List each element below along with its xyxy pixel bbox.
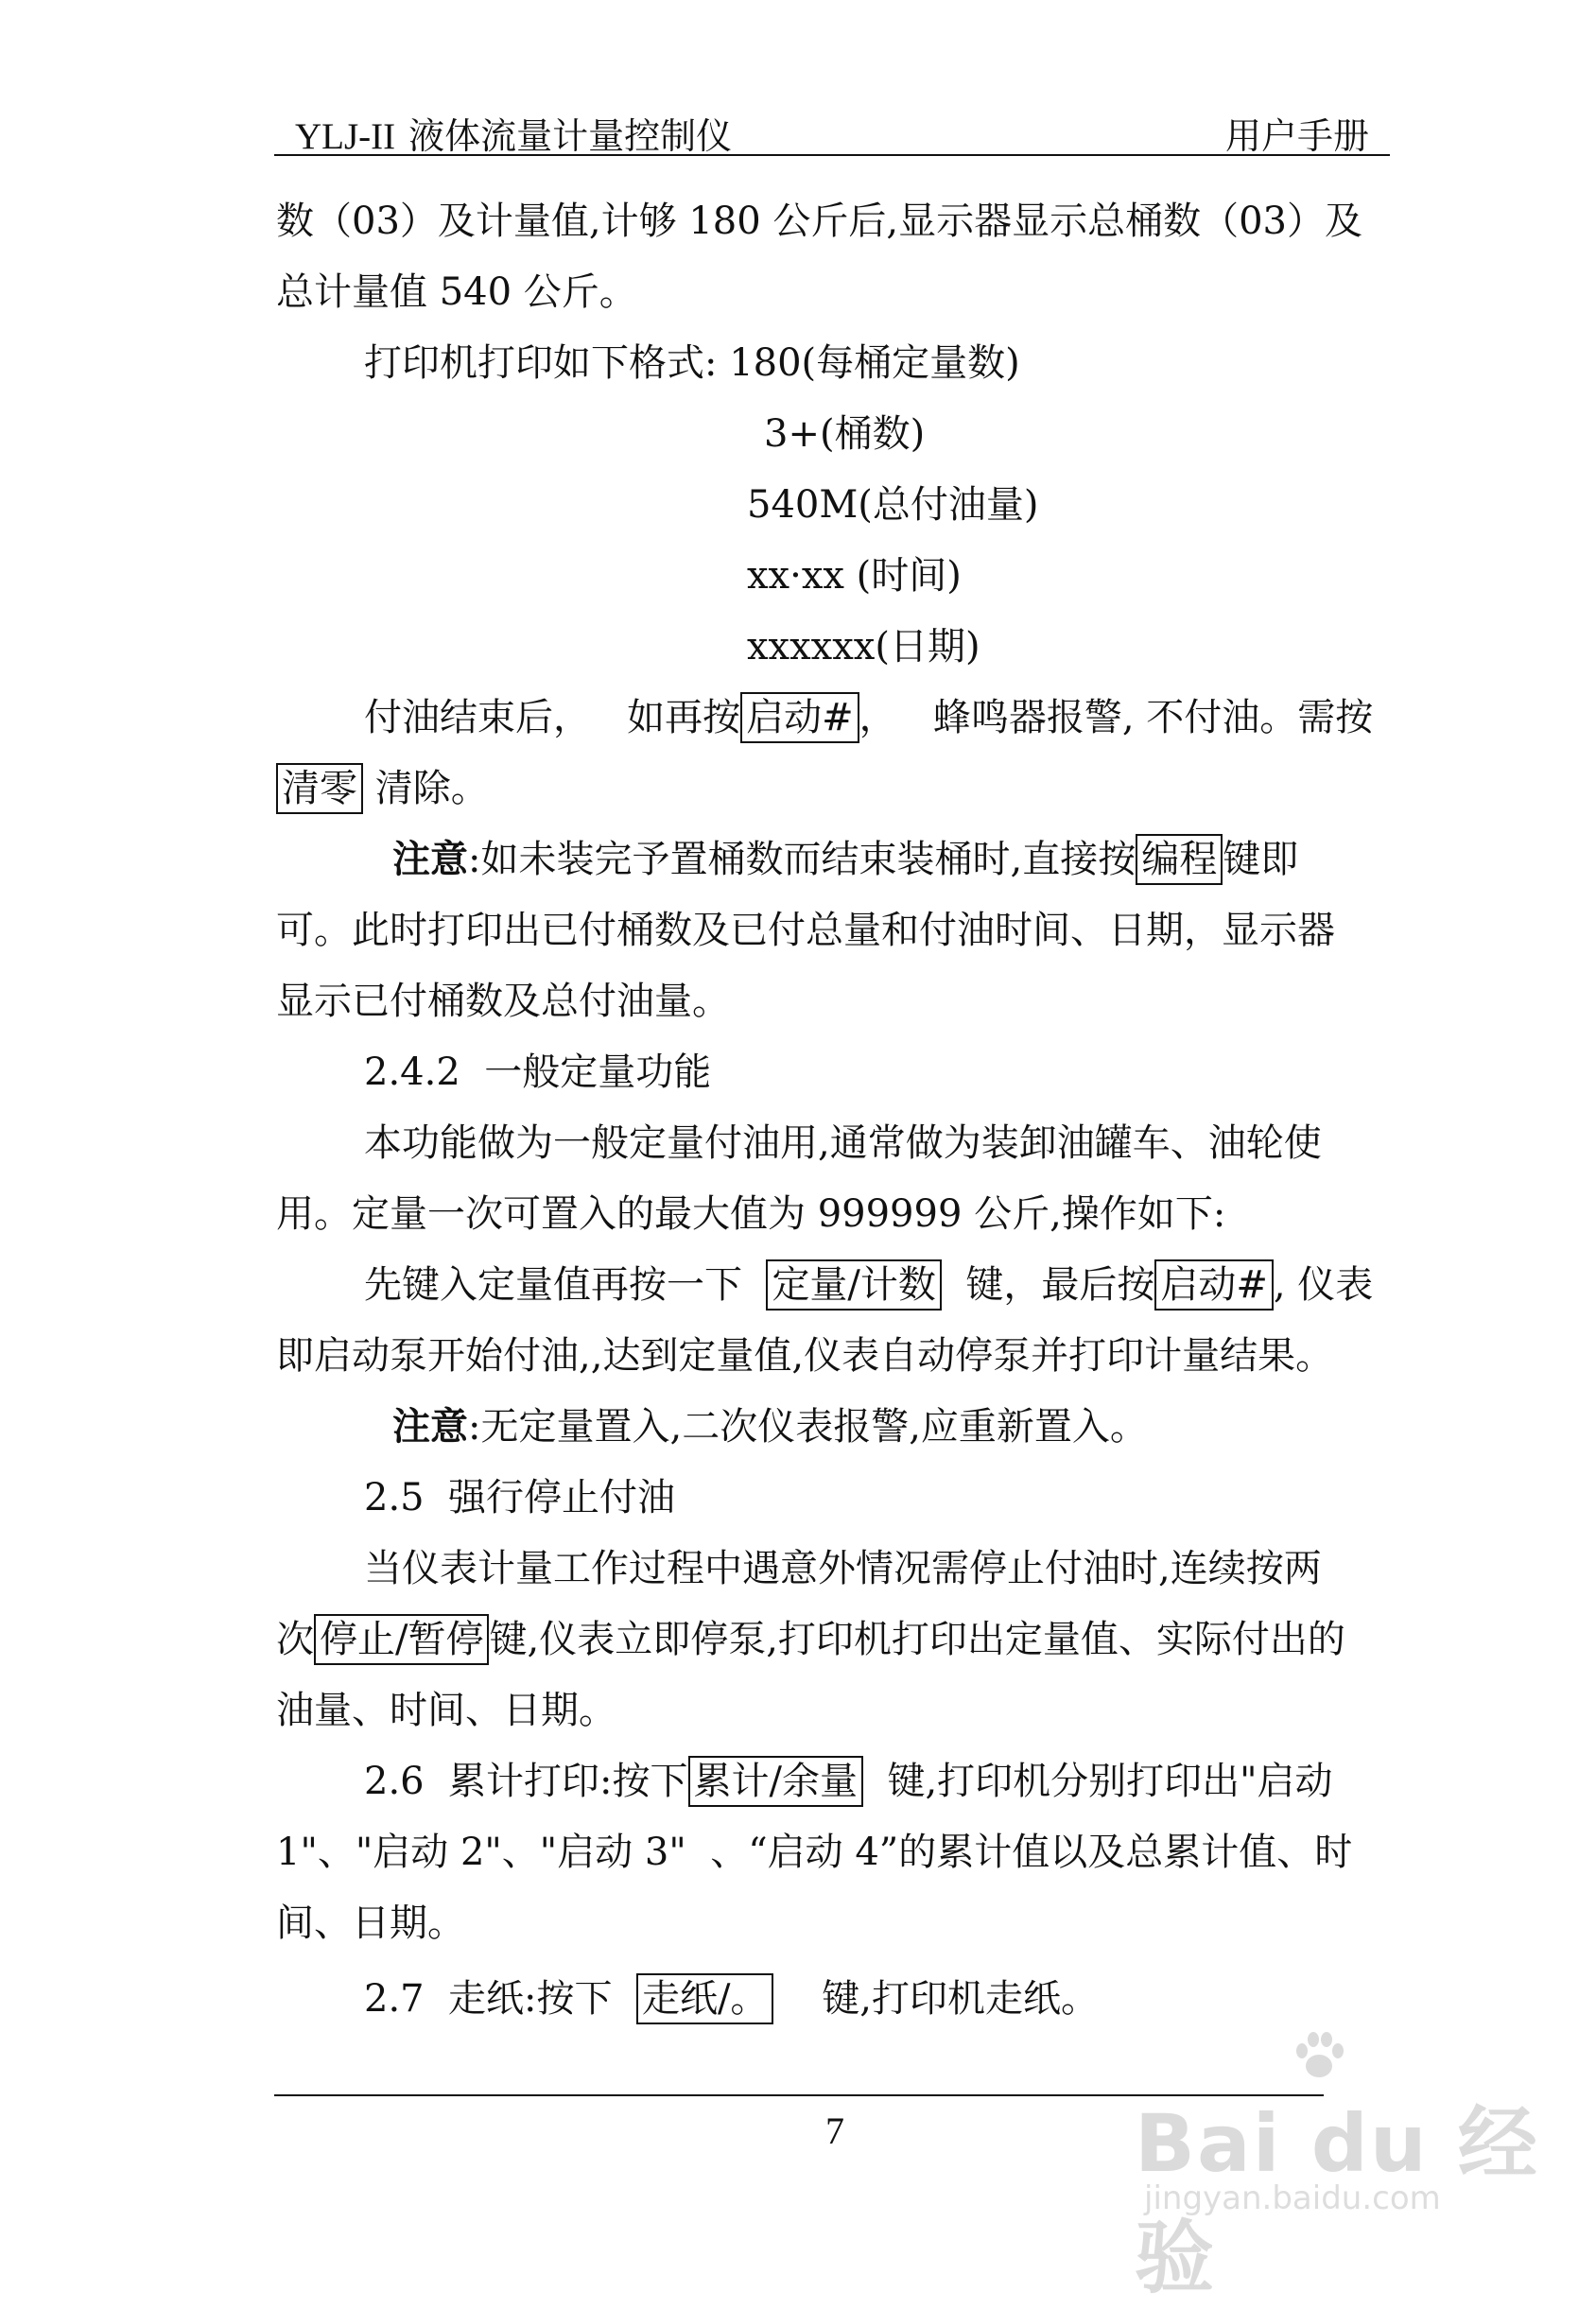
- baidu-watermark: [1135, 2028, 1551, 2304]
- text-segment: 键即: [1223, 838, 1299, 881]
- text-line-12: 显示已付桶数及总付油量。: [276, 980, 730, 1023]
- print-format-line-2: 3+(桶数): [764, 412, 926, 456]
- key-paper-feed: 走纸/。: [636, 1973, 773, 2024]
- page-header: [274, 99, 1390, 156]
- text-segment: 键,打印机分别打印出"启动: [863, 1760, 1333, 1803]
- header-product-name: 液体流量计量控制仪: [408, 115, 733, 157]
- text-line-14: 本功能做为一般定量付油用,通常做为装卸油罐车、油轮使: [364, 1121, 1322, 1165]
- page-number: 7: [825, 2109, 844, 2152]
- header-model: YLJ-II: [295, 116, 396, 157]
- paw-icon: [1291, 2028, 1347, 2085]
- note-line-2: [392, 1399, 1148, 1454]
- text-line-2: 总计量值 540 公斤。: [276, 270, 637, 314]
- text-segment: 清除。: [363, 767, 489, 810]
- section-2-7-line: [364, 1971, 1099, 2026]
- text-segment: 键,仪表立即停泵,打印机打印出定量值、实际付出的: [489, 1618, 1345, 1661]
- print-format-line-4: xx·xx (时间): [747, 554, 962, 598]
- text-line-20: 当仪表计量工作过程中遇意外情况需停止付油时,连续按两: [364, 1547, 1322, 1590]
- text-segment: 键，最后按: [941, 1263, 1155, 1307]
- key-start: 启动#: [740, 692, 859, 743]
- key-clear: 清零: [276, 763, 363, 814]
- text-segment: :如未装完予置桶数而结束装桶时,直接按: [468, 838, 1136, 881]
- section-heading-2-4-2: 2.4.2 一般定量功能: [364, 1050, 712, 1094]
- text-segment: :无定量置入,二次仪表报警,应重新置入。: [468, 1405, 1148, 1449]
- print-format-line-3: 540M(总付油量): [747, 483, 1039, 527]
- text-segment: 次: [276, 1618, 314, 1661]
- text-line-1: 数（03）及计量值,计够 180 公斤后,显示器显示总桶数（03）及: [276, 200, 1363, 243]
- text-line-22: 油量、时间、日期。: [276, 1689, 616, 1732]
- header-manual-label: 用户手册: [1224, 115, 1369, 157]
- text-segment: 2.7 走纸:按下: [364, 1977, 636, 2021]
- key-quantity-count: 定量/计数: [766, 1259, 941, 1311]
- text-line-24: 1"、"启动 2"、"启动 3" 、“启动 4”的累计值以及总累计值、时: [276, 1831, 1353, 1874]
- text-line-15: 用。定量一次可置入的最大值为 999999 公斤,操作如下:: [276, 1192, 1226, 1236]
- key-total-remaining: 累计/余量: [688, 1756, 863, 1807]
- text-line-17: 即启动泵开始付油,,达到定量值,仪表自动停泵并打印计量结果。: [276, 1334, 1334, 1378]
- text-segment: , 仪表: [1273, 1263, 1374, 1307]
- text-line-16: [364, 1258, 1373, 1312]
- section-2-6-line: [364, 1754, 1333, 1809]
- key-stop-pause: 停止/暂停: [314, 1614, 489, 1665]
- text-segment: 键,打印机走纸。: [773, 1977, 1100, 2021]
- key-program: 编程: [1136, 834, 1223, 885]
- note-label: 注意: [392, 837, 468, 881]
- text-line-8: [364, 690, 1373, 745]
- text-line-11: 可。此时打印出已付桶数及已付总量和付油时间、日期，显示器: [276, 909, 1335, 952]
- header-title: [295, 107, 732, 159]
- text-segment: ， 蜂鸣器报警, 不付油。需按: [859, 696, 1374, 739]
- text-segment: 先键入定量值再按一下: [364, 1263, 767, 1307]
- text-line-21: [276, 1612, 1345, 1667]
- print-format-line-5: xxxxxx(日期): [747, 625, 980, 668]
- text-line-9: [276, 761, 489, 816]
- note-line-1: [392, 832, 1298, 887]
- section-heading-2-5: 2.5 强行停止付油: [364, 1476, 676, 1519]
- note-label: 注意: [392, 1404, 468, 1449]
- text-line-25: 间、日期。: [276, 1901, 465, 1945]
- print-format-line-1: 打印机打印如下格式: 180(每桶定量数): [364, 341, 1020, 385]
- watermark-url: jingyan.baidu.com: [1144, 2179, 1441, 2217]
- text-segment: 2.6 累计打印:按下: [364, 1760, 688, 1803]
- watermark-brand: Bai du 经验: [1135, 2097, 1539, 2304]
- key-start: 启动#: [1154, 1259, 1274, 1311]
- text-segment: 付油结束后， 如再按: [364, 696, 741, 739]
